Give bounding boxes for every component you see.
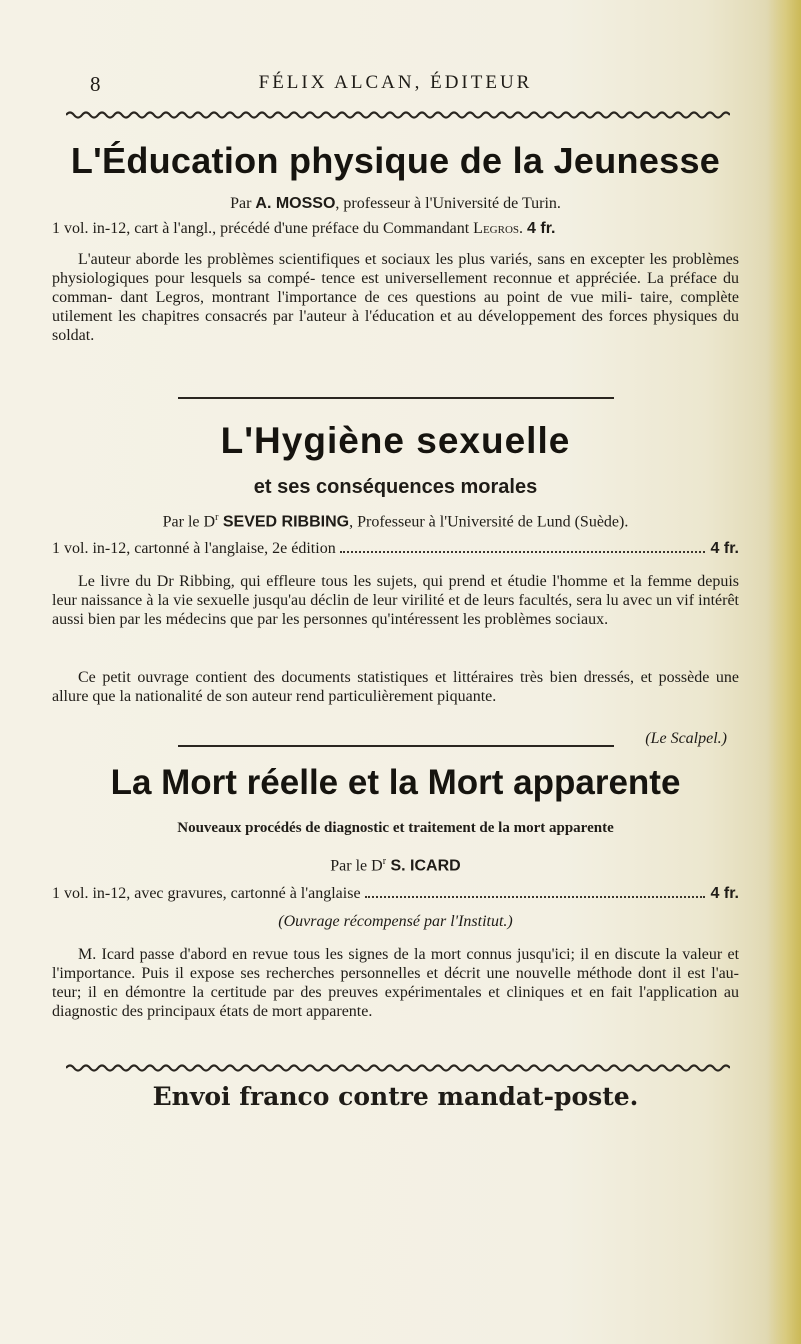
book-edition: 1 vol. in-12, avec gravures, cartonné à l'anglaise 4 fr. [52,885,739,902]
book-review: Ce petit ouvrage contient des documents statistiques et littéraires très bien dressés, et possède une allure que la nationalité de son auteur rend particulièrement piquante. [52,669,740,705]
book-title: La Mort réelle et la Mort apparente [110,763,681,802]
ornamental-rule-bottom [66,1063,730,1073]
book-entry-education [52,140,739,380]
running-title: FÉLIX ALCAN, ÉDITEUR [258,72,533,93]
page-edge-shadow [767,0,801,1344]
book-subtitle: et ses conséquences morales [253,476,538,498]
book-author: Par A. MOSSO, professeur à l'Université de Turin. [230,195,561,212]
running-header [52,72,739,102]
separator-rule [178,745,614,747]
ornamental-rule-top [66,110,730,120]
book-description: M. Icard passe d'abord en revue tous les signes de la mort connus jusqu'ici; il en discute la valeur et l'importance. Puis il expose ses recherches personnelles et décrit une nouvelle méthode dont il est l'au- teur; il en démontre la certitude par des preuves expérimentales et cliniques et en fait l'application au diagnostic des principaux états de mort apparente. [52,946,740,1020]
book-award: (Ouvrage récompensé par l'Institut.) [278,913,513,930]
review-source: (Le Scalpel.) [645,730,727,747]
book-price: 4 fr. [710,885,739,902]
book-author: Par le $D^r$ SEVED RIBBING, Professeur à l'Université de Lund (Suède). [162,512,629,531]
book-title: L'Éducation physique de la Jeunesse [70,140,721,181]
shipping-notice: Envoi franco contre mandat-poste. [152,1082,639,1111]
book-edition: 1 vol. in-12, cartonné à l'anglaise, 2e édition 4 fr. [52,540,739,557]
footer [52,1082,739,1122]
page-number: 8 [90,72,101,96]
book-entry-hygiene [52,420,739,820]
book-author: Par le $D^r$ S. ICARD [330,856,461,875]
book-price: 4 fr. [527,220,556,237]
book-title: L'Hygiène sexuelle [220,420,571,461]
book-description: Le livre du Dr Ribbing, qui effleure tous les sujets, qui prend et étudie l'homme et la femme depuis leur naissance à la vie sexuelle jusqu'au déclin de leur virilité et de leurs facultés, sera lu avec un vif intérêt aussi bien par les médecins que par les personnes qu'intéressent les problèmes sociaux. [52,573,740,628]
separator-rule [178,397,614,399]
book-subtitle: Nouveaux procédés de diagnostic et traitement de la mort apparente [177,820,614,836]
book-price: 4 fr. [710,540,739,557]
book-edition: 1 vol. in-12, cart à l'angl., précédé d'une préface du Commandant Legros. 4 fr. [52,220,556,237]
book-description: L'auteur aborde les problèmes scientifiques et sociaux les plus variés, sans en excepter les problèmes physiologiques pour lesquels sa compé- tence est universellement reconnue et appréciée. La préface du comman- dant Legros, montrant l'importance de ces questions au point de vue mili- taire, complète utilement les chapitres consacrés par l'auteur à l'éducation et au développement des forces physiques du soldat. [52,251,740,344]
